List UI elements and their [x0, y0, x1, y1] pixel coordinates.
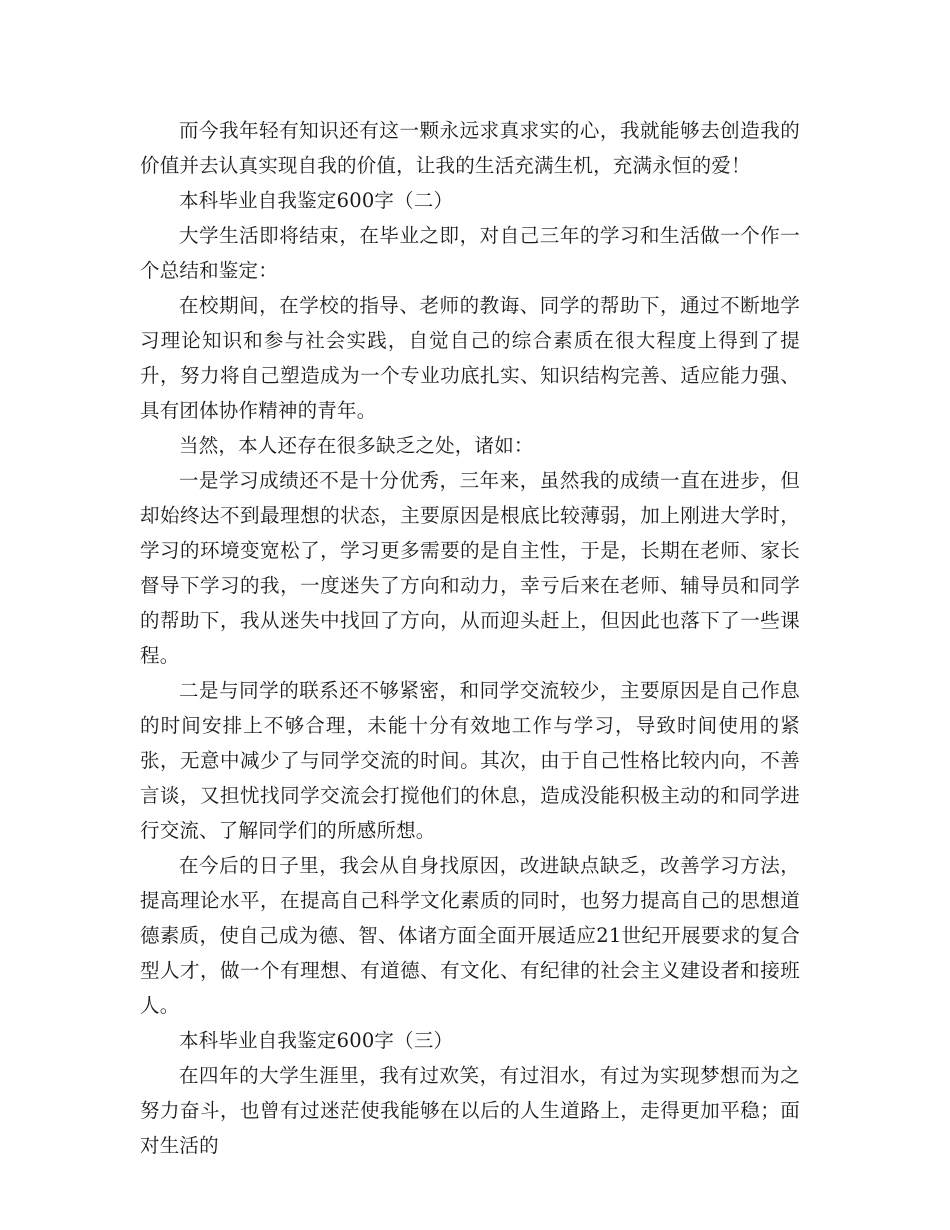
section-heading-3: 本科毕业自我鉴定600字（三） [179, 1029, 454, 1052]
paragraph-shortcoming-one: 一是学习成绩还不是十分优秀，三年来，虽然我的成绩一直在进步，但却始终达不到最理想的状态，主要原因是根底比较薄弱，加上刚进大学时，学习的环境变宽松了，学习更多需要的是自主性，于是，长期在老师、家长督导下学习的我，一度迷失了方向和动力，幸亏后来在老师、辅导员和同学的帮助下，我从迷失中找回了方向，从而迎头赶上，但因此也落下了一些课程。 [140, 469, 800, 667]
section-heading-2: 本科毕业自我鉴定600字（二） [179, 189, 454, 212]
paragraph-closing-previous: 而今我年轻有知识还有这一颗永远求真求实的心，我就能够去创造我的价值并去认真实现自我的价值，让我的生活充满生机，充满永恒的爱！ [140, 119, 800, 177]
paragraph-four-years: 在四年的大学生涯里，我有过欢笑，有过泪水，有过为实现梦想而为之努力奋斗，也曾有过迷茫使我能够在以后的人生道路上，走得更加平稳；面对生活的 [140, 1064, 800, 1157]
paragraph-shortcomings-intro: 当然，本人还存在很多缺乏之处，诸如： [179, 434, 534, 457]
paragraph-shortcoming-two: 二是与同学的联系还不够紧密，和同学交流较少，主要原因是自己作息的时间安排上不够合理，未能十分有效地工作与学习，导致时间使用的紧张，无意中减少了与同学交流的时间。其次，由于自己性格比较内向，不善言谈，又担忧找同学交流会打搅他们的休息，造成没能积极主动的和同学进行交流、了解同学们的所感所想。 [140, 679, 800, 842]
paragraph-school-period: 在校期间，在学校的指导、老师的教诲、同学的帮助下，通过不断地学习理论知识和参与社会实践，自觉自己的综合素质在很大程度上得到了提升，努力将自己塑造成为一个专业功底扎实、知识结构完善、适应能力强、具有团体协作精神的青年。 [140, 294, 800, 422]
paragraph-future-plan: 在今后的日子里，我会从自身找原因，改进缺点缺乏，改善学习方法，提高理论水平，在提高自己科学文化素质的同时，也努力提高自己的思想道德素质，使自己成为德、智、体诸方面全面开展适应21世纪开展要求的复合型人才，做一个有理想、有道德、有文化、有纪律的社会主义建设者和接班人。 [140, 854, 800, 1017]
paragraph-intro: 大学生活即将结束，在毕业之即，对自己三年的学习和生活做一个作一个总结和鉴定： [140, 224, 800, 282]
document-body [140, 113, 800, 1163]
